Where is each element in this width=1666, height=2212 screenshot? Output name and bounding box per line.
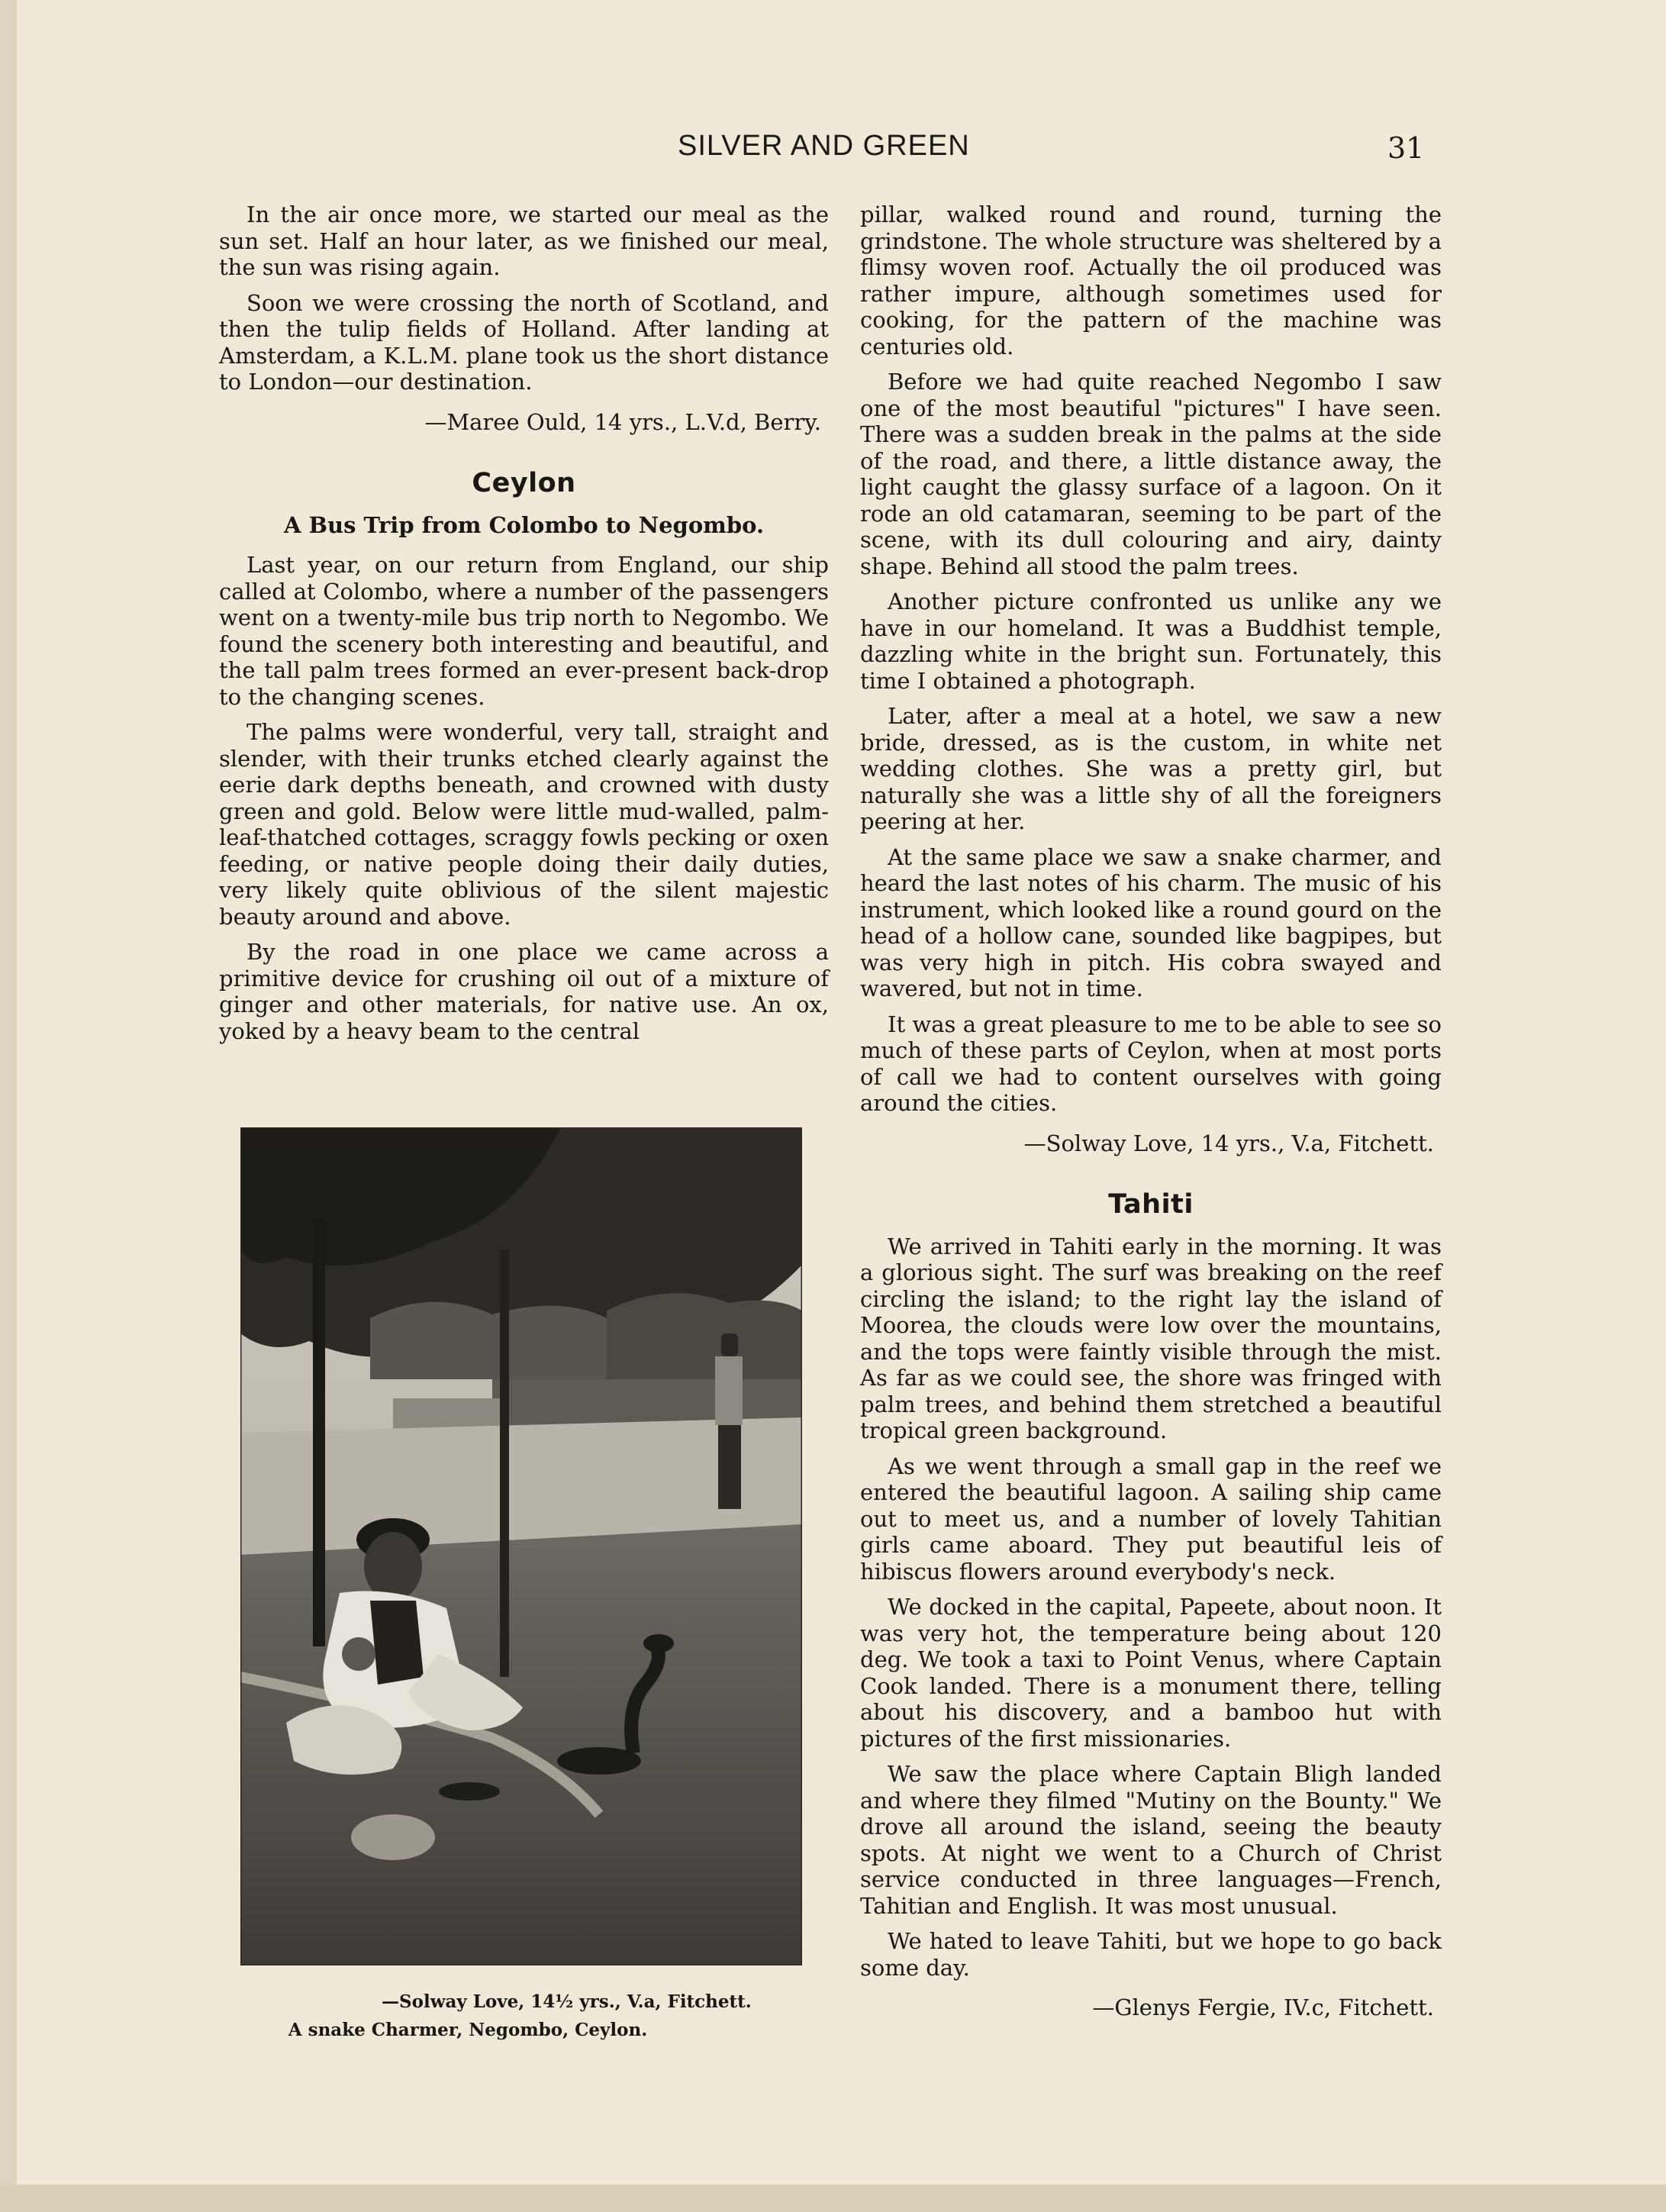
page-edge-shadow bbox=[0, 0, 17, 2212]
snake-charmer-photo bbox=[240, 1127, 802, 1965]
ceylon-paragraph-2: The palms were wonderful, very tall, straight and slender, with their trunks etched clearly against the eerie dark depths beneath, and crowned with dusty green and gold. Below were little mud-walled, palm-leaf-thatched cottages, scraggy fowls pecking or oxen feeding, or native people doing their daily duties, very likely quite oblivious of the silent majestic beauty around and above. bbox=[219, 719, 829, 930]
ceylon-cont-paragraph-2: Before we had quite reached Negombo I saw one of the most beautiful "pictures" I have seen. There was a sudden break in the palms at the side of the road, and there, a little distance away, the light caught the glassy surface of a lagoon. On it rode an old catamaran, seeming to be part of the scene, with its dull colouring and airy, dainty shape. Behind all stood the palm trees. bbox=[860, 369, 1442, 579]
ceylon-paragraph-1: Last year, on our return from England, our ship called at Colombo, where a number of the passengers went on a twenty-mile bus trip north to Negombo. We found the scenery both interesting and beautiful, and the tall palm trees formed an ever-present back-drop to the changing scenes. bbox=[219, 552, 829, 710]
ceylon-subtitle: A Bus Trip from Colombo to Negombo. bbox=[283, 511, 765, 538]
intro-byline: —Maree Ould, 14 yrs., L.V.d, Berry. bbox=[424, 408, 821, 435]
photo-illustration bbox=[240, 1127, 802, 1965]
intro-paragraph-2: Soon we were crossing the north of Scotland, and then the tulip fields of Holland. After landing at Amsterdam, a K.L.M. plane took us the short distance to London—our destination. bbox=[219, 289, 829, 395]
tahiti-paragraph-5: We hated to leave Tahiti, but we hope to go back some day. bbox=[860, 1928, 1442, 1981]
ceylon-cont-paragraph-6: It was a great pleasure to me to be able to see so much of these parts of Ceylon, when at most ports of call we had to content ourselves with going around the cities. bbox=[860, 1011, 1442, 1116]
ceylon-cont-paragraph-4: Later, after a meal at a hotel, we saw a new bride, dressed, as is the custom, in white net wedding clothes. She was a pretty girl, but naturally she was a little shy of all the foreigners peering at her. bbox=[860, 703, 1442, 834]
ceylon-cont-paragraph-5: At the same place we saw a snake charmer, and heard the last notes of his charm. The music of his instrument, which looked like a round gourd on the head of a hollow cane, sounded like bagpipes, but was very high in pitch. His cobra swayed and wavered, but not in time. bbox=[860, 843, 1442, 1001]
left-column bbox=[219, 202, 829, 1053]
ceylon-byline: —Solway Love, 14 yrs., V.a, Fitchett. bbox=[1023, 1130, 1434, 1156]
tahiti-paragraph-4: We saw the place where Captain Bligh landed and where they filmed "Mutiny on the Bounty." We drove all around the island, seeing the beauty spots. At night we went to a Church of Christ service conducted in three languages—French, Tahitian and English. It was most unusual. bbox=[860, 1761, 1442, 1919]
photo-credit: —Solway Love, 14½ yrs., V.a, Fitchett. bbox=[382, 1991, 752, 2012]
tahiti-paragraph-3: We docked in the capital, Papeete, about noon. It was very hot, the temperature being about 120 deg. We took a taxi to Point Venus, where Captain Cook landed. There is a monument there, telling about his discovery, and a bamboo hut with pictures of the first missionaries. bbox=[860, 1594, 1442, 1752]
tahiti-title: Tahiti bbox=[1108, 1189, 1194, 1220]
ceylon-title: Ceylon bbox=[472, 468, 576, 498]
intro-paragraph-1: In the air once more, we started our meal as the sun set. Half an hour later, as we finished our meal, the sun was rising again. bbox=[219, 202, 829, 280]
ceylon-paragraph-3: By the road in one place we came across a primitive device for crushing oil out of a mixture of ginger and other materials, for native use. An ox, yoked by a heavy beam to the central bbox=[219, 939, 829, 1044]
page-bottom-edge bbox=[0, 2185, 1666, 2212]
photo-caption: A snake Charmer, Negombo, Ceylon. bbox=[288, 2020, 648, 2040]
tahiti-byline: —Glenys Fergie, IV.c, Fitchett. bbox=[1092, 1994, 1434, 2020]
ceylon-cont-paragraph-1: pillar, walked round and round, turning the grindstone. The whole structure was sheltered by a flimsy woven roof. Actually the oil produced was rather impure, although sometimes used for cooking, for the pattern of the machine was centuries old. bbox=[860, 202, 1442, 360]
right-column bbox=[860, 202, 1442, 2035]
ceylon-cont-paragraph-3: Another picture confronted us unlike any we have in our homeland. It was a Buddhist temple, dazzling white in the bright sun. Fortunately, this time I obtained a photograph. bbox=[860, 588, 1442, 694]
tahiti-paragraph-2: As we went through a small gap in the reef we entered the beautiful lagoon. A sailing ship came out to meet us, and a number of lovely Tahitian girls came aboard. They put beautiful leis of hibiscus flowers around everybody's neck. bbox=[860, 1453, 1442, 1585]
page-number: 31 bbox=[1387, 131, 1425, 165]
tahiti-paragraph-1: We arrived in Tahiti early in the morning. It was a glorious sight. The surf was breaking on the reef circling the island; to the right lay the island of Moorea, the clouds were low over the mountains, and the tops were faintly visible through the mist. As far as we could see, the shore was fringed with palm trees, and behind them stretched a beautiful tropical green background. bbox=[860, 1233, 1442, 1443]
running-title: SILVER AND GREEN bbox=[678, 130, 970, 162]
